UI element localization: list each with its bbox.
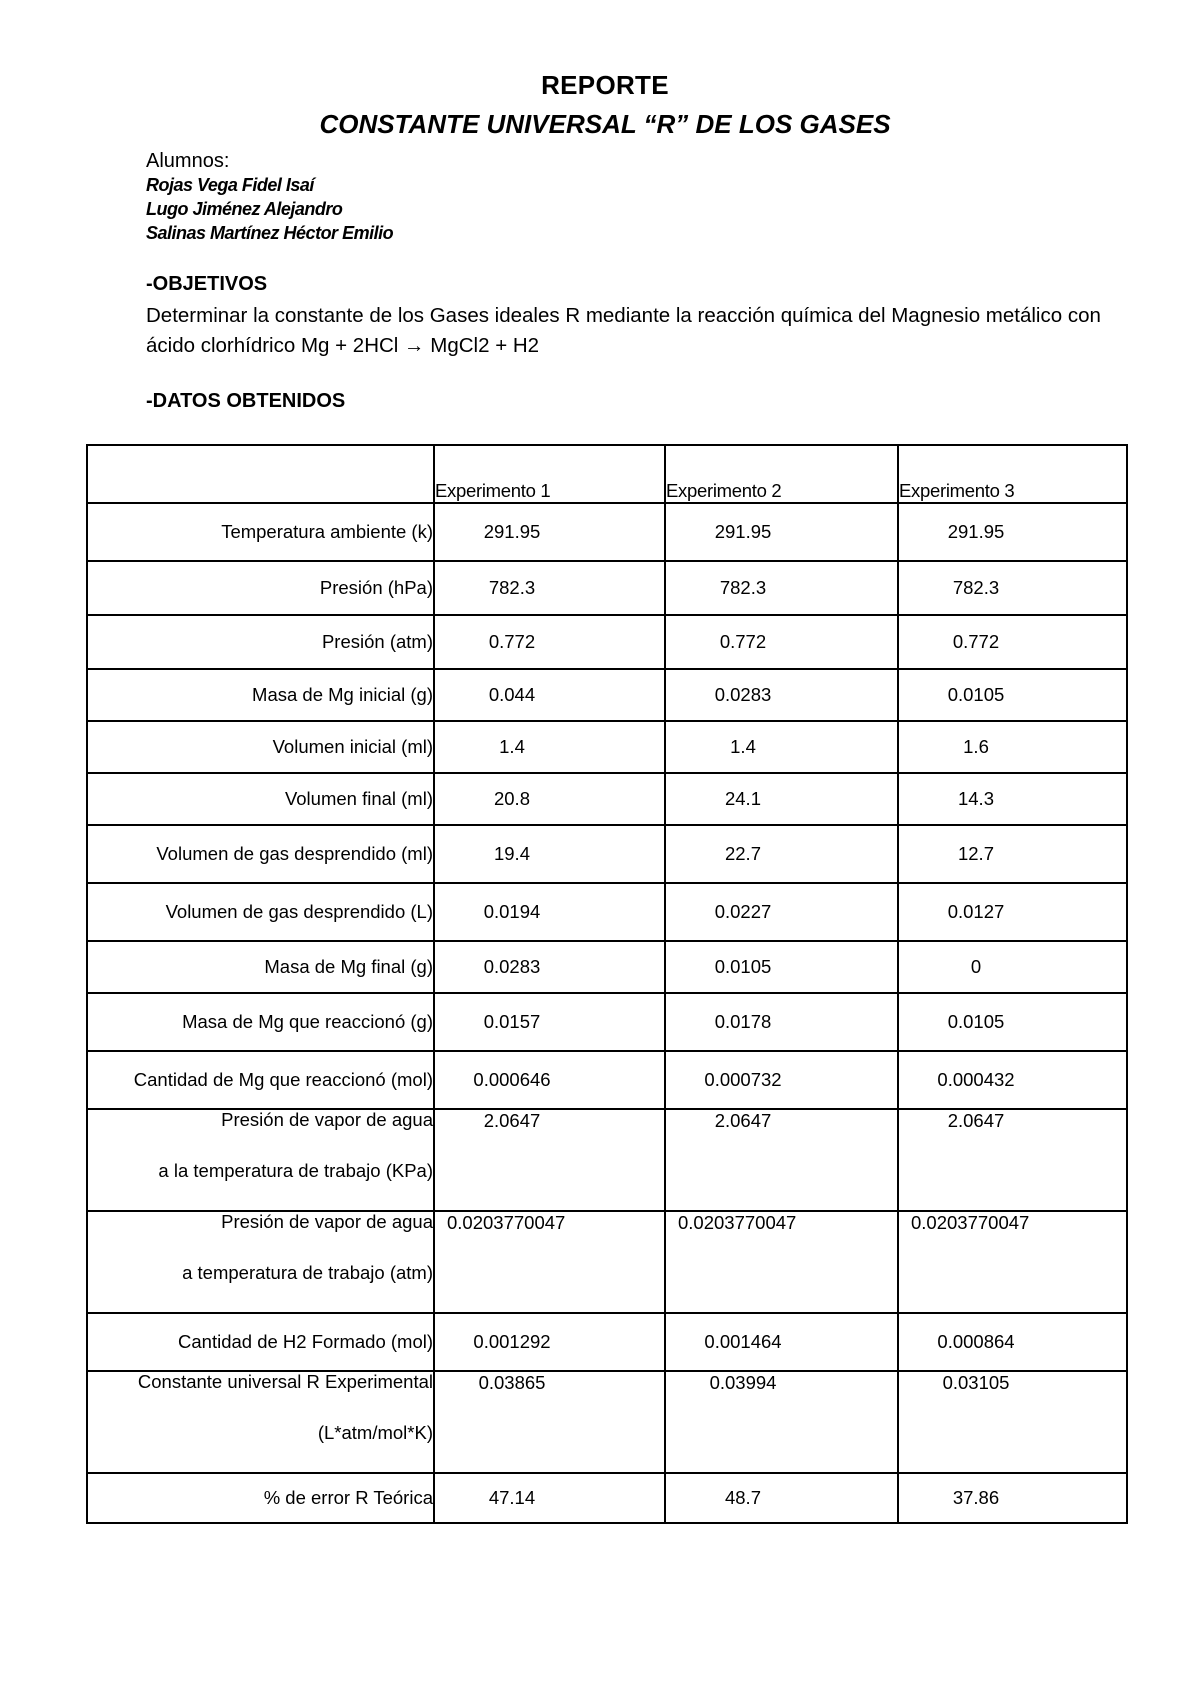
cell-value: 20.8 xyxy=(493,788,530,809)
cell-value: 2.0647 xyxy=(483,1110,541,1131)
cell-value: 0.0203770047 xyxy=(447,1212,566,1233)
table-cell xyxy=(665,561,898,615)
authors-label: Alumnos: xyxy=(146,150,230,172)
row-label: Cantidad de H2 Formado (mol) xyxy=(87,1313,434,1371)
cell-value: 0.0283 xyxy=(714,684,772,705)
table-cell xyxy=(665,993,898,1051)
row-label-line: a la temperatura de trabajo (KPa) xyxy=(158,1160,433,1181)
table-cell xyxy=(898,1051,1127,1109)
row-label: Temperatura ambiente (k) xyxy=(87,503,434,561)
objetivos-heading: -OBJETIVOS xyxy=(146,273,268,295)
cell-value: 0.001464 xyxy=(704,1331,782,1352)
cell-value: 48.7 xyxy=(724,1487,761,1508)
table-cell xyxy=(665,503,898,561)
cell-value: 0.0105 xyxy=(714,956,772,977)
row-label xyxy=(87,1371,434,1473)
cell-value: 0.0127 xyxy=(947,901,1005,922)
author-name: Lugo Jiménez Alejandro xyxy=(146,199,343,219)
cell-value: 1.4 xyxy=(730,736,756,757)
cell-value: 782.3 xyxy=(488,577,536,598)
row-label-line: a temperatura de trabajo (atm) xyxy=(182,1262,433,1283)
row-label: Masa de Mg que reaccionó (g) xyxy=(87,993,434,1051)
datos-heading: -DATOS OBTENIDOS xyxy=(146,390,346,412)
table-row xyxy=(87,503,1127,561)
cell-value: 19.4 xyxy=(493,843,530,864)
table-cell xyxy=(434,721,665,773)
table-row xyxy=(87,773,1127,825)
table-cell xyxy=(898,993,1127,1051)
table-cell xyxy=(665,1109,898,1211)
table-cell xyxy=(898,1371,1127,1473)
table-header-cell: Experimento 2 xyxy=(665,445,898,503)
table-cell xyxy=(665,1313,898,1371)
table-row xyxy=(87,615,1127,669)
table-cell xyxy=(665,1371,898,1473)
table-cell xyxy=(434,503,665,561)
table-cell xyxy=(898,721,1127,773)
row-label: Presión (hPa) xyxy=(87,561,434,615)
table-row xyxy=(87,561,1127,615)
row-label: Presión (atm) xyxy=(87,615,434,669)
cell-value: 0.000646 xyxy=(473,1069,551,1090)
table-cell xyxy=(665,615,898,669)
cell-value: 0.0203770047 xyxy=(678,1212,797,1233)
row-label: % de error R Teórica xyxy=(87,1473,434,1523)
cell-value: 291.95 xyxy=(947,521,1005,542)
table-cell xyxy=(434,561,665,615)
cell-value: 47.14 xyxy=(488,1487,536,1508)
cell-value: 0.0227 xyxy=(714,901,772,922)
table-cell xyxy=(434,883,665,941)
table-row xyxy=(87,993,1127,1051)
cell-value: 14.3 xyxy=(957,788,994,809)
cell-value: 0.03865 xyxy=(478,1372,546,1393)
cell-value: 0.000732 xyxy=(704,1069,782,1090)
cell-value: 0.000864 xyxy=(937,1331,1015,1352)
cell-value: 0.0157 xyxy=(483,1011,541,1032)
row-label: Volumen inicial (ml) xyxy=(87,721,434,773)
cell-value: 22.7 xyxy=(724,843,761,864)
table-row xyxy=(87,1473,1127,1523)
table-cell xyxy=(434,1051,665,1109)
cell-value: 1.4 xyxy=(499,736,525,757)
authors-block xyxy=(146,149,393,245)
cell-value: 0.0194 xyxy=(483,901,541,922)
author-name: Rojas Vega Fidel Isaí xyxy=(146,175,314,195)
cell-value: 2.0647 xyxy=(714,1110,772,1131)
table-row xyxy=(87,825,1127,883)
table-row xyxy=(87,721,1127,773)
cell-value: 291.95 xyxy=(714,521,772,542)
table-cell xyxy=(434,773,665,825)
table-cell xyxy=(898,503,1127,561)
table-cell xyxy=(434,615,665,669)
cell-value: 0.0283 xyxy=(483,956,541,977)
cell-value: 291.95 xyxy=(483,521,541,542)
table-header-cell xyxy=(87,445,434,503)
row-label-line: (L*atm/mol*K) xyxy=(317,1422,433,1443)
author-name: Salinas Martínez Héctor Emilio xyxy=(146,223,394,243)
cell-value: 0.000432 xyxy=(937,1069,1015,1090)
table-header-cell: Experimento 3 xyxy=(898,445,1127,503)
cell-value: 0.044 xyxy=(488,684,536,705)
cell-value: 24.1 xyxy=(724,788,761,809)
objetivos-text: Determinar la constante de los Gases ideales R mediante la reacción química del Magnesio metálico con ácido clorhídrico Mg + 2HCl → MgCl2 + H2 xyxy=(146,304,1101,357)
table-cell xyxy=(898,941,1127,993)
table-cell xyxy=(898,561,1127,615)
table-cell xyxy=(665,1051,898,1109)
table-row xyxy=(87,1371,1127,1473)
table-header-cell: Experimento 1 xyxy=(434,445,665,503)
row-label: Volumen de gas desprendido (ml) xyxy=(87,825,434,883)
report-title: REPORTE xyxy=(541,70,669,100)
cell-value: 0.0203770047 xyxy=(911,1212,1030,1233)
table-cell xyxy=(434,1313,665,1371)
cell-value: 782.3 xyxy=(719,577,767,598)
row-label xyxy=(87,1211,434,1313)
cell-value: 0.772 xyxy=(952,631,1000,652)
cell-value: 0 xyxy=(970,956,982,977)
row-label-line: Presión de vapor de agua xyxy=(221,1211,433,1232)
table-cell xyxy=(898,773,1127,825)
table-cell xyxy=(898,1313,1127,1371)
table-cell xyxy=(898,1109,1127,1211)
table-cell xyxy=(898,1211,1127,1313)
table-cell xyxy=(898,883,1127,941)
data-table xyxy=(86,444,1128,1524)
table-cell xyxy=(665,1211,898,1313)
row-label-line: Constante universal R Experimental xyxy=(137,1371,433,1392)
table-cell xyxy=(665,721,898,773)
table-row xyxy=(87,883,1127,941)
table-cell xyxy=(665,825,898,883)
table-cell xyxy=(434,941,665,993)
table-cell xyxy=(434,669,665,721)
table-cell xyxy=(665,669,898,721)
table-cell xyxy=(434,1473,665,1523)
row-label: Volumen final (ml) xyxy=(87,773,434,825)
cell-value: 2.0647 xyxy=(947,1110,1005,1131)
cell-value: 37.86 xyxy=(952,1487,1000,1508)
table-cell xyxy=(434,1211,665,1313)
row-label: Masa de Mg final (g) xyxy=(87,941,434,993)
table-row xyxy=(87,1211,1127,1313)
report-subtitle: CONSTANTE UNIVERSAL “R” DE LOS GASES xyxy=(319,109,891,139)
cell-value: 0.001292 xyxy=(473,1331,551,1352)
cell-value: 0.772 xyxy=(488,631,536,652)
table-header-row xyxy=(87,445,1127,503)
cell-value: 0.0105 xyxy=(947,684,1005,705)
table-cell xyxy=(665,883,898,941)
table-cell xyxy=(898,825,1127,883)
table-cell xyxy=(898,1473,1127,1523)
table-row xyxy=(87,669,1127,721)
row-label: Masa de Mg inicial (g) xyxy=(87,669,434,721)
table-cell xyxy=(665,773,898,825)
table-cell xyxy=(665,941,898,993)
table-cell xyxy=(665,1473,898,1523)
table-cell xyxy=(434,993,665,1051)
table-cell xyxy=(898,615,1127,669)
cell-value: 782.3 xyxy=(952,577,1000,598)
cell-value: 0.772 xyxy=(719,631,767,652)
row-label: Volumen de gas desprendido (L) xyxy=(87,883,434,941)
cell-value: 12.7 xyxy=(957,843,994,864)
table-cell xyxy=(434,1109,665,1211)
row-label: Cantidad de Mg que reaccionó (mol) xyxy=(87,1051,434,1109)
cell-value: 1.6 xyxy=(963,736,989,757)
cell-value: 0.03105 xyxy=(942,1372,1010,1393)
row-label-line: Presión de vapor de agua xyxy=(221,1109,433,1130)
cell-value: 0.0178 xyxy=(714,1011,772,1032)
cell-value: 0.03994 xyxy=(709,1372,777,1393)
table-cell xyxy=(434,825,665,883)
table-cell xyxy=(898,669,1127,721)
table-cell xyxy=(434,1371,665,1473)
table-row xyxy=(87,941,1127,993)
cell-value: 0.0105 xyxy=(947,1011,1005,1032)
